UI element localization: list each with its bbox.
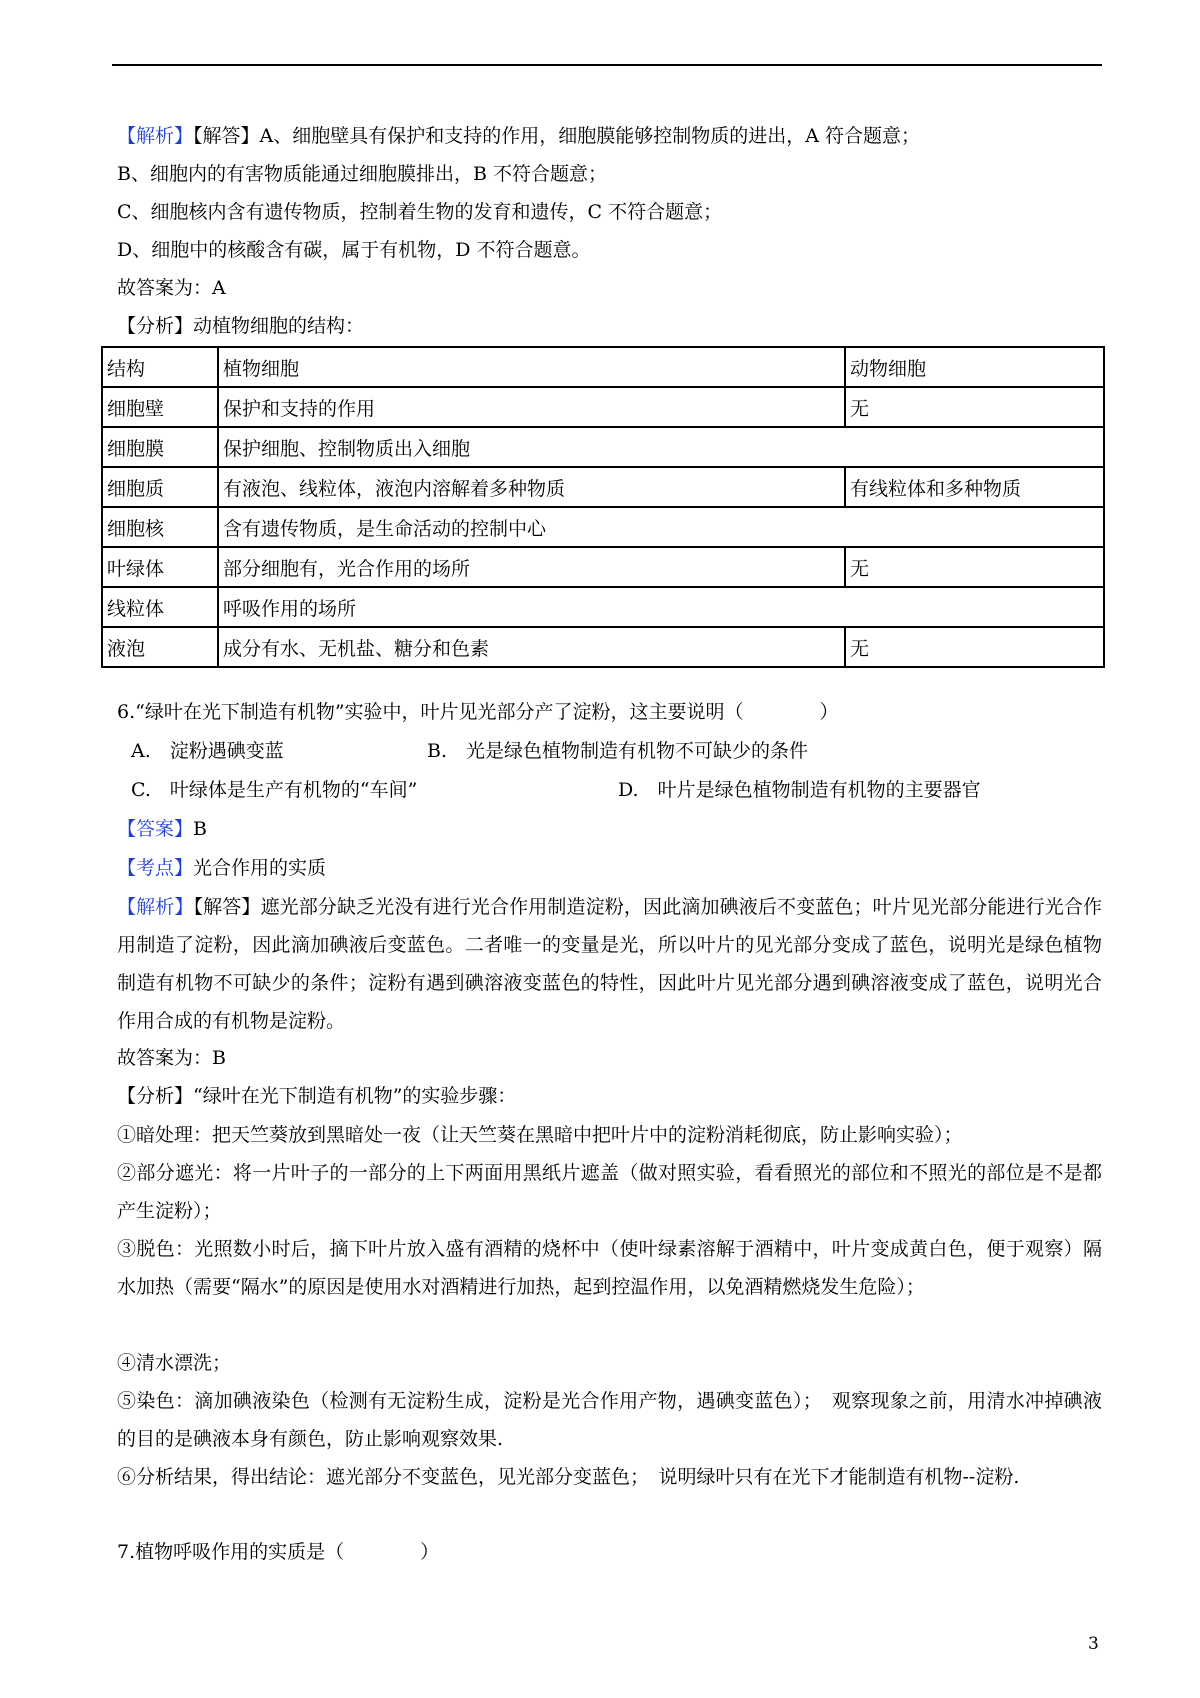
table-row xyxy=(102,387,1104,427)
q5-explanation-line2: B、细胞内的有害物质能通过细胞膜排出，B 不符合题意； xyxy=(117,163,607,185)
table-cell: 无 xyxy=(845,627,1104,667)
table-cell: 无 xyxy=(845,387,1104,427)
q6-step-3: ③脱色：光照数小时后，摘下叶片放入盛有酒精的烧杯中（使叶绿素溶解于酒精中，叶片变成黄白色，便于观察）隔水加热（需要“隔水”的原因是使用水对酒精进行加热，起到控温作用，以免酒精燃烧发生危险）； xyxy=(117,1238,1102,1298)
q6-explanation: 【解析】【解答】遮光部分缺乏光没有进行光合作用制造淀粉，因此滴加碘液后不变蓝色；叶片见光部分能进行光合作用制造了淀粉，因此滴加碘液后变蓝色。二者唯一的变量是光，所以叶片的见光部分变成了蓝色，说明光是绿色植物制造有机物不可缺少的条件；淀粉有遇到碘溶液变蓝色的特性，因此叶片见光部分遇到碘溶液变成了蓝色，说明光合作用合成的有机物是淀粉。 xyxy=(117,896,1102,1032)
table-cell: 细胞壁 xyxy=(102,387,218,427)
table-cell: 保护细胞、控制物质出入细胞 xyxy=(218,427,1104,467)
table-row xyxy=(102,427,1104,467)
table-cell: 细胞膜 xyxy=(102,427,218,467)
q6-kaodian: 【考点】光合作用的实质 xyxy=(117,857,327,879)
q6-step-4: ④清水漂洗； xyxy=(117,1352,232,1374)
q6-step-6: ⑥分析结果，得出结论：遮光部分不变蓝色，见光部分变蓝色； 说明绿叶只有在光下才能制造有机物--淀粉. xyxy=(117,1466,1020,1488)
q6-option-d: D. 叶片是绿色植物制造有机物的主要器官 xyxy=(618,779,981,801)
table-header-row xyxy=(102,347,1104,387)
q6-answer: 【答案】B xyxy=(117,818,207,840)
q6-option-a: A. 淀粉遇碘变蓝 xyxy=(131,740,284,762)
table-row xyxy=(102,547,1104,587)
q6-option-c: C. 叶绿体是生产有机物的“车间” xyxy=(131,779,418,801)
table-cell: 成分有水、无机盐、糖分和色素 xyxy=(218,627,845,667)
jiexi-tag: 【解析】 xyxy=(117,896,194,918)
q5-answer-line: 故答案为：A xyxy=(117,277,226,299)
table-row xyxy=(102,467,1104,507)
table-header-cell: 植物细胞 xyxy=(218,347,845,387)
table-cell: 无 xyxy=(845,547,1104,587)
q6-step-2: ②部分遮光：将一片叶子的一部分的上下两面用黑纸片遮盖（做对照实验，看看照光的部位和不照光的部位是不是都产生淀粉）； xyxy=(117,1162,1102,1222)
table-row xyxy=(102,507,1104,547)
q6-analysis-line: 【分析】“绿叶在光下制造有机物”的实验步骤： xyxy=(117,1085,517,1107)
table-cell: 呼吸作用的场所 xyxy=(218,587,1104,627)
q5-analysis-line: 【分析】动植物细胞的结构： xyxy=(117,315,365,337)
table-cell: 含有遗传物质，是生命活动的控制中心 xyxy=(218,507,1104,547)
q6-step-1: ①暗处理：把天竺葵放到黑暗处一夜（让天竺葵在黑暗中把叶片中的淀粉消耗彻底，防止影响实验）； xyxy=(117,1124,963,1146)
table-cell: 线粒体 xyxy=(102,587,218,627)
table-cell: 有液泡、线粒体，液泡内溶解着多种物质 xyxy=(218,467,845,507)
table-cell: 有线粒体和多种物质 xyxy=(845,467,1104,507)
kaodian-tag: 【考点】 xyxy=(117,857,194,879)
table-cell: 细胞核 xyxy=(102,507,218,547)
table-header-cell: 动物细胞 xyxy=(845,347,1104,387)
q6-option-b: B. 光是绿色植物制造有机物不可缺少的条件 xyxy=(427,740,809,762)
table-row xyxy=(102,627,1104,667)
header-rule xyxy=(112,64,1102,66)
table-header-cell: 结构 xyxy=(102,347,218,387)
answer-tag: 【答案】 xyxy=(117,818,194,840)
q6-stem: 6.“绿叶在光下制造有机物”实验中，叶片见光部分产了淀粉，这主要说明（ ） xyxy=(117,701,839,723)
table-cell: 细胞质 xyxy=(102,467,218,507)
page-number: 3 xyxy=(1088,1634,1099,1654)
table-cell: 部分细胞有，光合作用的场所 xyxy=(218,547,845,587)
q5-explanation-line1: 【解析】【解答】A、细胞壁具有保护和支持的作用，细胞膜能够控制物质的进出，A 符合题意； xyxy=(117,125,920,147)
q6-answer-line: 故答案为：B xyxy=(117,1047,226,1069)
cell-structure-table xyxy=(101,346,1105,668)
q6-step-5: ⑤染色：滴加碘液染色（检测有无淀粉生成，淀粉是光合作用产物，遇碘变蓝色）； 观察现象之前，用清水冲掉碘液的目的是碘液本身有颜色，防止影响观察效果. xyxy=(117,1390,1102,1450)
jiexi-tag: 【解析】 xyxy=(117,125,194,147)
q5-explanation-line3: C、细胞核内含有遗传物质，控制着生物的发育和遗传，C 不符合题意； xyxy=(117,201,723,223)
table-cell: 保护和支持的作用 xyxy=(218,387,845,427)
q5-explanation-line4: D、细胞中的核酸含有碳，属于有机物，D 不符合题意。 xyxy=(117,239,591,261)
q7-stem: 7.植物呼吸作用的实质是（ ） xyxy=(117,1541,440,1563)
table-row xyxy=(102,587,1104,627)
table-cell: 叶绿体 xyxy=(102,547,218,587)
table-cell: 液泡 xyxy=(102,627,218,667)
